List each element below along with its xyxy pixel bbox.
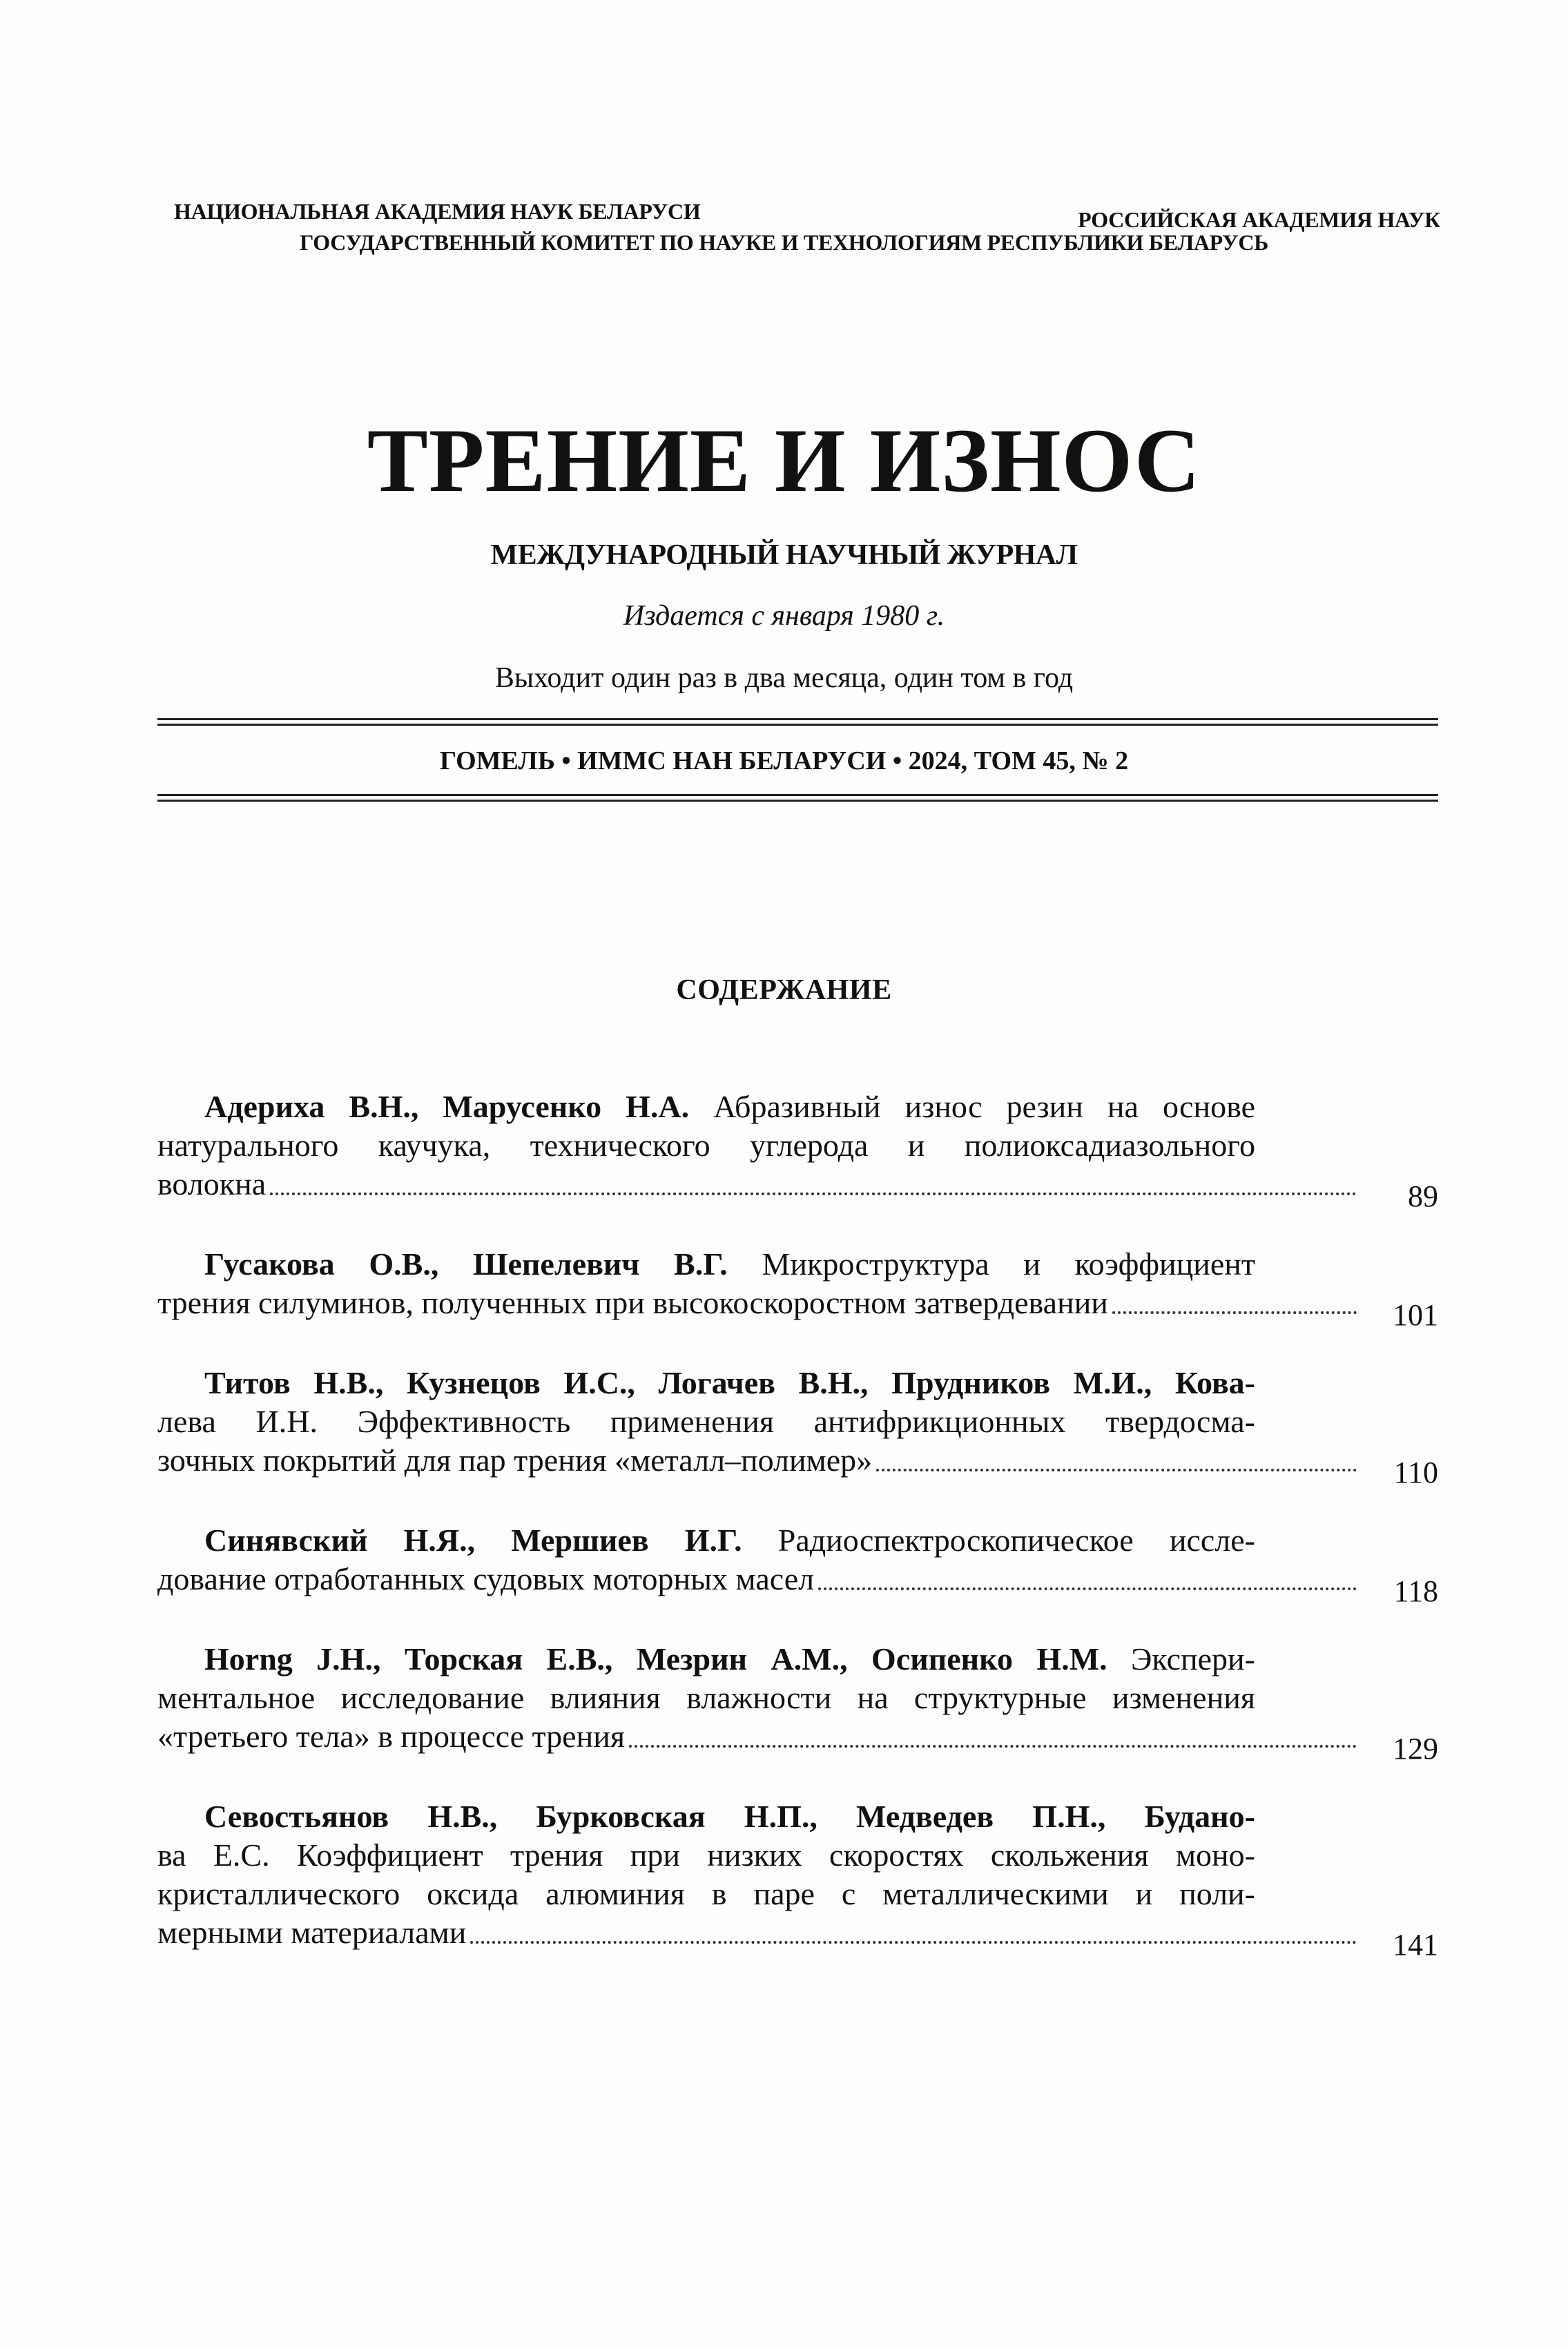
header-academy-russia: РОССИЙСКАЯ АКАДЕМИЯ НАУК	[1078, 207, 1440, 232]
journal-frequency: Выходит один раз в два месяца, один том в год	[494, 662, 1074, 694]
toc-entry-first-line	[157, 1245, 1255, 1284]
contents-heading: СОДЕРЖАНИЕ	[676, 974, 892, 1006]
dot-leader	[470, 1941, 1357, 1944]
toc-entry-title-line: натурального каучука, технического углерода и полиоксадиазольного	[157, 1128, 1255, 1163]
toc-entry-authors: Адериха В.Н., Марусенко Н.А.	[204, 1089, 690, 1124]
toc-entry-first-line	[157, 1640, 1255, 1679]
toc-entry-page-number: 141	[1393, 1928, 1438, 1962]
toc-entry-title-end: мерными материалами	[157, 1915, 467, 1950]
toc-entry-authors: Синявский Н.Я., Мершиев И.Г.	[204, 1523, 742, 1558]
toc-entry-page-number: 101	[1393, 1298, 1438, 1332]
toc-entry	[157, 1521, 1438, 1608]
bottom-double-rule	[157, 794, 1438, 802]
toc-entry-title-line: кристаллического оксида алюминия в паре с металлическими и поли-	[157, 1876, 1255, 1911]
toc-entry-last-line	[157, 1284, 1438, 1332]
journal-title: ТРЕНИЕ И ИЗНОС	[367, 409, 1201, 511]
toc-entry-page-number: 118	[1393, 1574, 1438, 1608]
journal-since: Издается с января 1980 г.	[623, 600, 945, 632]
toc-entry-first-line	[157, 1521, 1255, 1560]
toc-entry-authors: Севостьянов Н.В., Бурковская Н.П., Медведев П.Н., Будано-	[204, 1799, 1255, 1834]
toc-entry-first-line	[157, 1088, 1255, 1126]
toc-entry-page-number: 110	[1393, 1456, 1438, 1489]
toc-entry-title-start: Радиоспектроскопическое иссле-	[742, 1523, 1255, 1558]
dot-leader	[818, 1587, 1357, 1590]
toc-entry	[157, 1797, 1438, 1962]
toc-entry-last-line	[157, 1717, 1438, 1766]
header-state-committee: ГОСУДАРСТВЕННЫЙ КОМИТЕТ ПО НАУКЕ И ТЕХНОЛОГИЯМ РЕСПУБЛИКИ БЕЛАРУСЬ	[300, 230, 1268, 255]
toc-entry-title-start: Абразивный износ резин на основе	[689, 1089, 1255, 1124]
dot-leader	[270, 1192, 1357, 1195]
table-of-contents	[157, 1088, 1438, 1993]
toc-entry-authors: Титов Н.В., Кузнецов И.С., Логачев В.Н., Прудников М.И., Кова-	[204, 1365, 1255, 1400]
header-academy-belarus: НАЦИОНАЛЬНАЯ АКАДЕМИЯ НАУК БЕЛАРУСИ	[174, 199, 701, 224]
dot-leader	[876, 1469, 1357, 1471]
toc-entry-title-end: «третьего тела» в процессе трения	[157, 1719, 625, 1754]
toc-entry-title-start: Экспери-	[1107, 1641, 1255, 1677]
toc-entry-page-number: 89	[1408, 1179, 1438, 1213]
toc-entry-authors: Гусакова О.В., Шепелевич В.Г.	[204, 1246, 728, 1282]
toc-entry-first-line	[157, 1797, 1255, 1836]
toc-entry-title-end: трения силуминов, полученных при высокоскоростном затвердевании	[157, 1285, 1108, 1320]
toc-entry-last-line	[157, 1913, 1438, 1962]
journal-imprint: ГОМЕЛЬ • ИММС НАН БЕЛАРУСИ • 2024, ТОМ 45, № 2	[439, 746, 1129, 775]
toc-entry-first-line	[157, 1364, 1255, 1402]
toc-entry	[157, 1245, 1438, 1332]
toc-entry-title-end: зочных покрытий для пар трения «металл–полимер»	[157, 1442, 873, 1478]
toc-entry-last-line	[157, 1441, 1438, 1489]
toc-entry	[157, 1088, 1438, 1213]
toc-entry-title-start: Микроструктура и коэффициент	[727, 1246, 1255, 1282]
dot-leader	[1112, 1311, 1357, 1314]
toc-entry-page-number: 129	[1393, 1732, 1438, 1766]
toc-entry	[157, 1364, 1438, 1489]
dot-leader	[629, 1745, 1357, 1748]
toc-entry-authors: Horng J.H., Торская Е.В., Мезрин А.М., Осипенко Н.М.	[204, 1641, 1107, 1677]
toc-entry-title-line: лева И.Н. Эффективность применения антифрикционных твердосма-	[157, 1404, 1255, 1439]
toc-entry-last-line	[157, 1560, 1438, 1608]
toc-entry-title-line: ментальное исследование влияния влажности на структурные изменения	[157, 1680, 1255, 1715]
toc-entry-title-end: волокна	[157, 1166, 267, 1201]
journal-subtitle: МЕЖДУНАРОДНЫЙ НАУЧНЫЙ ЖУРНАЛ	[490, 539, 1078, 571]
toc-entry	[157, 1640, 1438, 1766]
toc-entry-title-line: ва Е.С. Коэффициент трения при низких скоростях скольжения моно-	[157, 1837, 1255, 1873]
top-double-rule	[157, 718, 1438, 726]
toc-entry-last-line	[157, 1165, 1438, 1213]
toc-entry-title-end: дование отработанных судовых моторных масел	[157, 1561, 815, 1596]
